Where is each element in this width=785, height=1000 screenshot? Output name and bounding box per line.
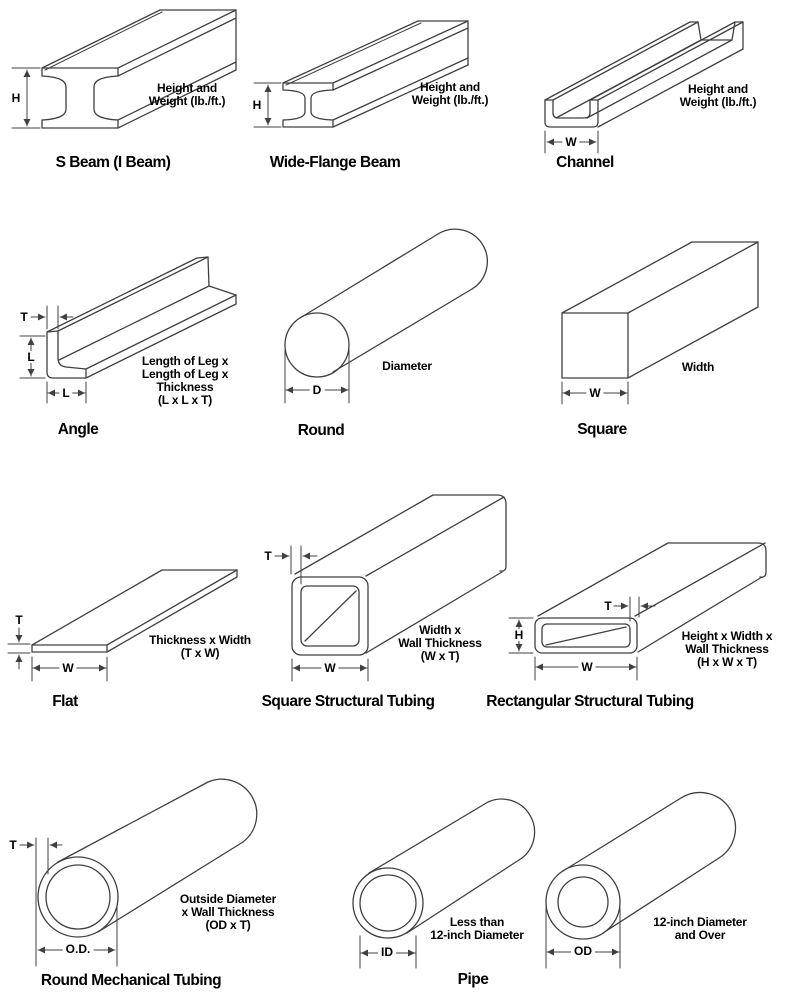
flat-title: Flat — [52, 693, 78, 710]
flat-cross-section — [32, 645, 107, 652]
pipe-small-outer-face — [353, 868, 423, 938]
round-title: Round — [297, 422, 345, 439]
pipe-small-id-dim-label: ID — [378, 946, 396, 958]
wide-flange-height-dim-label: H — [252, 98, 262, 112]
round-mechanical-tubing-drawing — [20, 779, 257, 966]
channel-cross-section — [545, 100, 598, 127]
s-beam-title: S Beam (I Beam) — [55, 154, 171, 171]
sst-note: Width x Wall Thickness (W x T) — [398, 623, 482, 663]
sst-title: Square Structural Tubing — [261, 693, 435, 710]
square-title: Square — [577, 421, 627, 438]
rmt-thickness-dim-label: T — [9, 838, 17, 852]
angle-leg-vertical-dim-label: L — [24, 351, 37, 363]
rst-note: Height x Width x Wall Thickness (H x W x T) — [681, 629, 773, 669]
rmt-title: Round Mechanical Tubing — [40, 972, 222, 989]
rmt-od-dim-label: O.D. — [63, 943, 94, 955]
flat-thickness-dim-label: T — [15, 613, 23, 627]
square-width-dim-label: W — [586, 387, 603, 399]
s-beam-height-dim-label: H — [11, 91, 21, 105]
angle-title: Angle — [57, 421, 99, 438]
wide-flange-title: Wide-Flange Beam — [269, 154, 401, 171]
pipe-large-note: 12-inch Diameter and Over — [653, 915, 747, 942]
rst-title: Rectangular Structural Tubing — [486, 693, 694, 710]
angle-thickness-dim-label: T — [20, 310, 28, 324]
channel-note: Height and Weight (lb./ft.) — [679, 82, 757, 109]
pipe-small-inner-face — [360, 875, 416, 931]
square-cross-section — [562, 313, 628, 378]
square-note: Width — [681, 360, 715, 374]
s-beam-cross-section — [42, 68, 118, 128]
channel-title: Channel — [556, 154, 614, 171]
rst-height-dim-label: H — [512, 629, 527, 641]
rmt-inner-face — [46, 865, 110, 929]
rmt-note: Outside Diameter x Wall Thickness (OD x T) — [179, 892, 277, 932]
pipe-small-note: Less than 12-inch Diameter — [430, 915, 524, 942]
pipe-title: Pipe — [457, 971, 489, 988]
rst-thickness-dim-label: T — [604, 599, 612, 613]
pipe-small-drawing — [353, 799, 535, 968]
round-note: Diameter — [382, 359, 432, 373]
round-diameter-dim-label: D — [310, 384, 325, 396]
wide-flange-cross-section — [283, 83, 333, 127]
s-beam-drawing — [12, 10, 236, 128]
flat-note: Thickness x Width (T x W) — [149, 633, 251, 660]
rst-width-dim-label: W — [578, 661, 595, 673]
pipe-large-od-dim-label: OD — [571, 945, 595, 957]
angle-note: Length of Leg x Length of Leg x Thickness (L x L x T) — [141, 354, 229, 407]
round-cross-section — [285, 313, 349, 377]
s-beam-note: Height and Weight (lb./ft.) — [148, 81, 226, 108]
round-drawing — [285, 229, 487, 403]
flat-width-dim-label: W — [59, 662, 76, 674]
pipe-large-outer-face — [546, 865, 620, 939]
pipe-large-inner-face — [558, 877, 608, 927]
square-drawing — [562, 242, 758, 404]
angle-cross-section — [47, 331, 86, 378]
angle-leg-horizontal-dim-label: L — [59, 387, 72, 399]
rmt-outer-face — [38, 857, 118, 937]
wide-flange-beam-drawing — [254, 21, 468, 127]
wide-flange-note: Height and Weight (lb./ft.) — [411, 80, 489, 107]
flat-drawing — [8, 570, 237, 681]
sst-thickness-dim-label: T — [264, 549, 272, 563]
channel-width-dim-label: W — [562, 136, 579, 148]
sst-width-dim-label: W — [321, 662, 338, 674]
